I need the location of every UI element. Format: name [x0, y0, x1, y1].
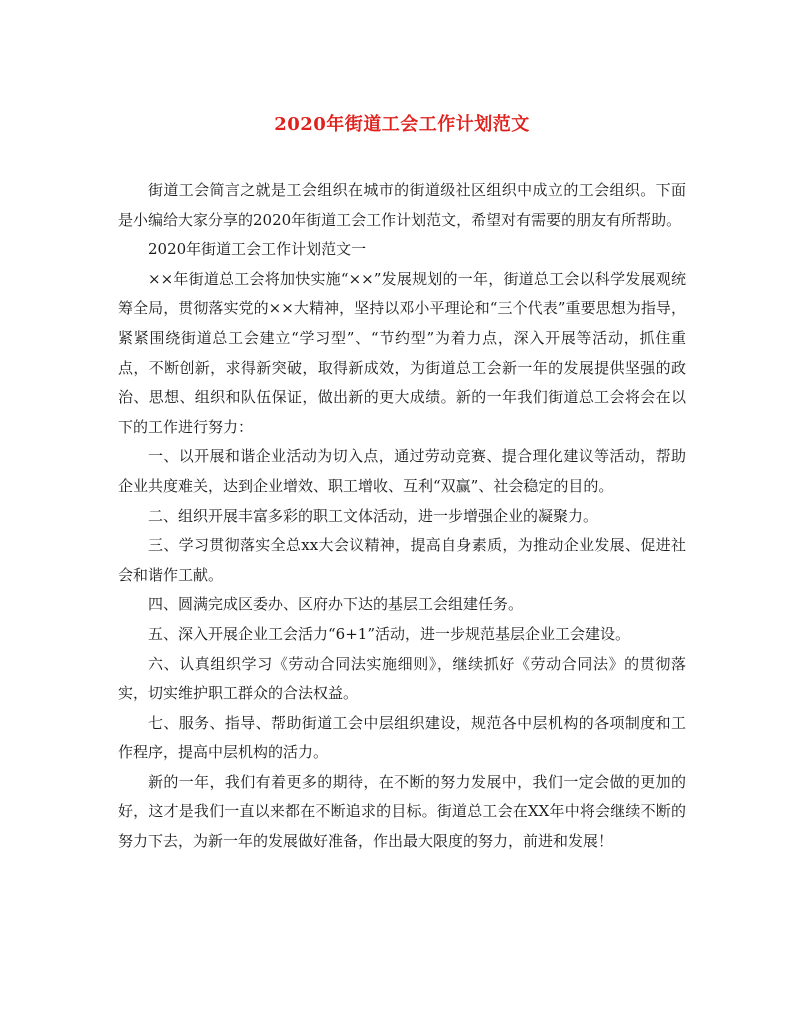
- paragraph-item-7: 七、服务、指导、帮助街道工会中层组织建设，规范各中层机构的各项制度和工作程序，提高中层机构的活力。: [118, 713, 686, 762]
- document-title: 2020年街道工会工作计划范文: [274, 114, 530, 135]
- paragraph-item-3: 三、学习贯彻落实全总xx大会议精神，提高自身素质，为推动企业发展、促进社会和谐作工献。: [118, 536, 686, 584]
- document-body: [118, 176, 686, 857]
- paragraph-overview: ××年街道总工会将加快实施“××”发展规划的一年，街道总工会以科学发展观统筹全局，贯彻落实党的××大精神，坚持以邓小平理论和“三个代表”重要思想为指导，紧紧围绕街道总工会建立“学习型”、“节约型”为着力点，深入开展等活动，抓住重点，不断创新，求得新突破，取得新成效，为街道总工会新一年的发展提供坚强的政治、思想、组织和队伍保证，做出新的更大成绩。新的一年我们街道总工会将会在以下的工作进行努力：: [118, 269, 686, 436]
- paragraph-item-5: 五、深入开展企业工会活力“6+1”活动，进一步规范基层企业工会建设。: [148, 624, 630, 643]
- paragraph-intro: 街道工会简言之就是工会组织在城市的街道级社区组织中成立的工会组织。下面是小编给大家分享的2020年街道工会工作计划范文，希望对有需要的朋友有所帮助。: [118, 181, 686, 229]
- paragraph-conclusion: 新的一年，我们有着更多的期待，在不断的努力发展中，我们一定会做的更加的好，这才是我们一直以来都在不断追求的目标。街道总工会在XX年中将会继续不断的努力下去，为新一年的发展做好准备，作出最大限度的努力，前进和发展！: [118, 772, 686, 851]
- paragraph-item-1: 一、以开展和谐企业活动为切入点，通过劳动竞赛、提合理化建议等活动，帮助企业共度难关，达到企业增效、职工增收、互利“双赢”、社会稳定的目的。: [118, 447, 686, 495]
- paragraph-subtitle: 2020年街道工会工作计划范文一: [148, 240, 367, 259]
- paragraph-item-6: 六、认真组织学习《劳动合同法实施细则》，继续抓好《劳动合同法》的贯彻落实，切实维护职工群众的合法权益。: [118, 654, 686, 703]
- paragraph-item-4: 四、圆满完成区委办、区府办下达的基层工会组建任务。: [148, 595, 524, 614]
- document-page: [118, 110, 686, 857]
- paragraph-item-2: 二、组织开展丰富多彩的职工文体活动，进一步增强企业的凝聚力。: [148, 506, 599, 525]
